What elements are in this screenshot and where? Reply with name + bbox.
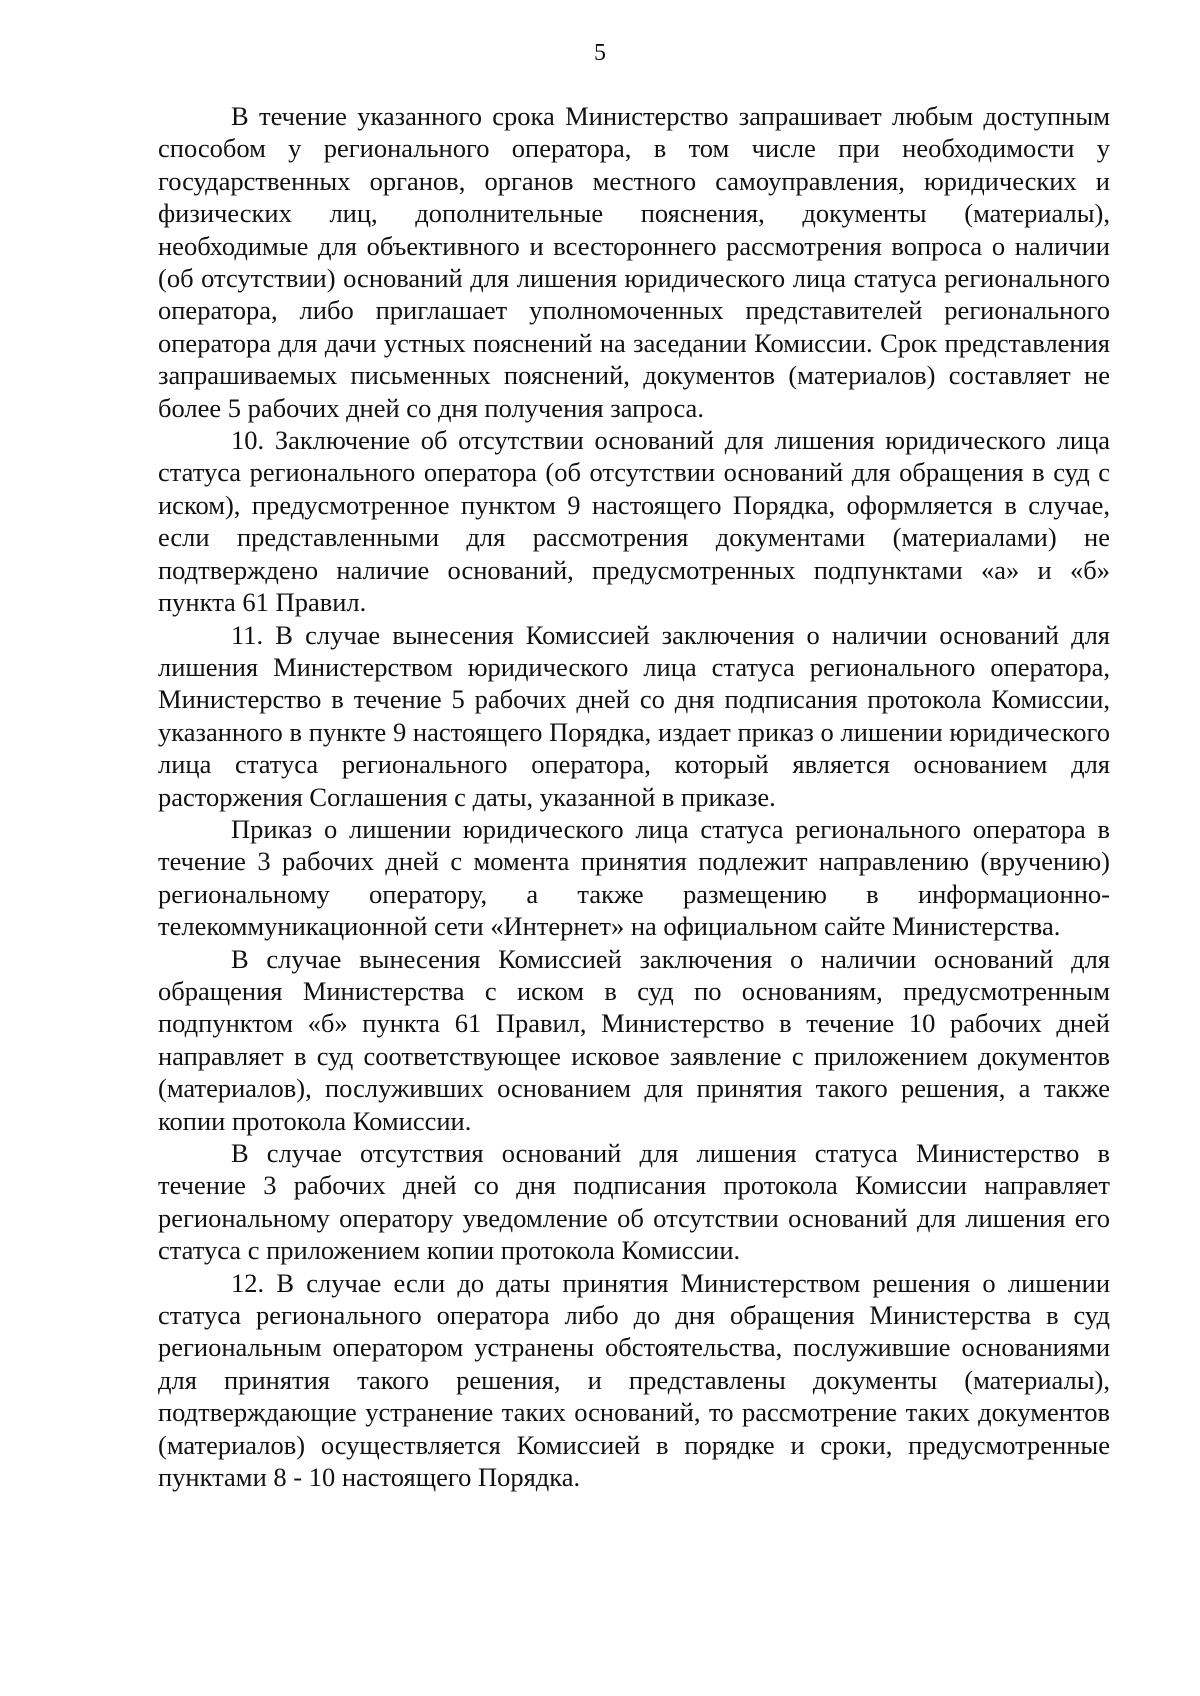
- paragraph-request-materials: В течение указанного срока Министерство запрашивает любым доступным способом у регионального оператора, в том числе при необходимости у государственных органов, органов местного самоуправления, юридических и физических лиц, дополнительные пояснения, документы (материалы), необходимые для объективного и всестороннего рассмотрения вопроса о наличии (об отсутствии) оснований для лишения юридического лица статуса регионального оператора, либо приглашает уполномоченных представителей регионального оператора для дачи устных пояснений на заседании Комиссии. Срок представления запрашиваемых письменных пояснений, документов (материалов) составляет не более 5 рабочих дней со дня получения запроса.: [158, 101, 1110, 423]
- paragraph-order-delivery: Приказ о лишении юридического лица статуса регионального оператора в течение 3 рабочих дней с момента принятия подлежит направлению (вручению) региональному оператору, а также размещению в информационно-телекоммуникационной сети «Интернет» на официальном сайте Министерства.: [158, 813, 1110, 942]
- paragraph-item-10: 10. Заключение об отсутствии оснований для лишения юридического лица статуса регионального оператора (об отсутствии оснований для обращения в суд с иском), предусмотренное пунктом 9 настоящего Порядка, оформляется в случае, если представленными для рассмотрения документами (материалами) не подтверждено наличие оснований, предусмотренных подпунктами «а» и «б» пункта 61 Правил.: [158, 425, 1110, 618]
- paragraph-court-claim: В случае вынесения Комиссией заключения о наличии оснований для обращения Министерства с иском в суд по основаниям, предусмотренным подпунктом «б» пункта 61 Правил, Министерство в течение 10 рабочих дней направляет в суд соответствующее исковое заявление с приложением документов (материалов), послуживших основанием для принятия такого решения, а также копии протокола Комиссии.: [158, 943, 1110, 1136]
- paragraph-item-11: 11. В случае вынесения Комиссией заключения о наличии оснований для лишения Министерством юридического лица статуса регионального оператора, Министерство в течение 5 рабочих дней со дня подписания протокола Комиссии, указанного в пункте 9 настоящего Порядка, издает приказ о лишении юридического лица статуса регионального оператора, который является основанием для расторжения Соглашения с даты, указанной в приказе.: [158, 619, 1110, 812]
- document-body: [158, 100, 1110, 1493]
- paragraph-no-grounds-notice: В случае отсутствия оснований для лишения статуса Министерство в течение 3 рабочих дней со дня подписания протокола Комиссии направляет региональному оператору уведомление об отсутствии оснований для лишения его статуса с приложением копии протокола Комиссии.: [158, 1138, 1110, 1266]
- paragraph-item-12: 12. В случае если до даты принятия Министерством решения о лишении статуса регионального оператора либо до дня обращения Министерства в суд региональным оператором устранены обстоятельства, послужившие основаниями для принятия такого решения, и представлены документы (материалы), подтверждающие устранение таких оснований, то рассмотрение таких документов (материалов) осуществляется Комиссией в порядке и сроки, предусмотренные пунктами 8 - 10 настоящего Порядка.: [158, 1267, 1110, 1493]
- page-number: 5: [594, 40, 606, 66]
